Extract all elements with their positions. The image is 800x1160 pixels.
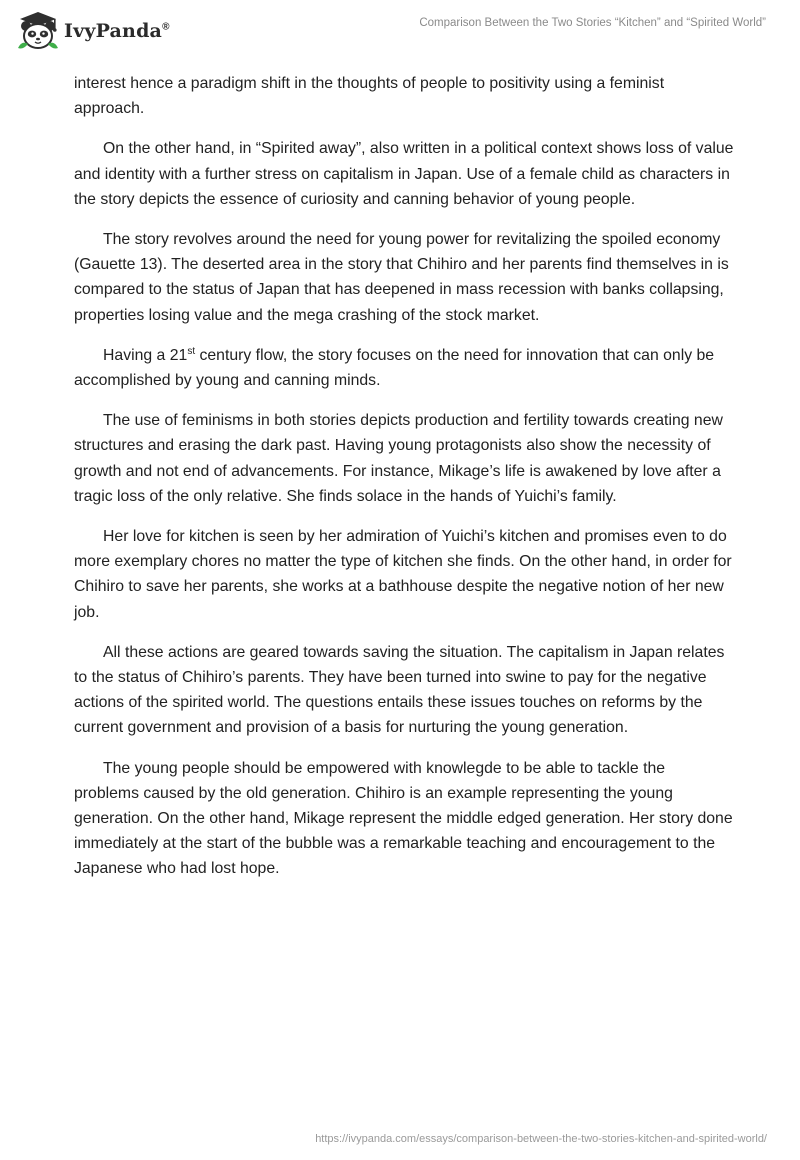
document-title: Comparison Between the Two Stories “Kitchen” and “Spirited World” [419,17,766,29]
ivypanda-logo[interactable] [14,9,194,53]
logo-wordmark: IvyPanda® [64,20,170,42]
page-header [0,0,800,60]
paragraph: The story revolves around the need for young power for revitalizing the spoiled economy (Gauette 13). The deserted area in the story that Chihiro and her parents find themselves in is compared to the status of Japan that has deepened in mass recession with banks collapsing, properties losing value and the mega crashing of the stock market. [74,231,729,324]
paragraph: The use of feminisms in both stories depicts production and fertility towards creating new structures and erasing the dark past. Having young protagonists also show the necessity of growth and not end of advancements. For instance, Mikage’s life is awakened by love after a tragic loss of the only relative. She finds solace in the hands of Yuichi’s family. [74,412,723,505]
paragraph: The young people should be empowered with knowlegde to be able to tackle the problems caused by the old generation. Chihiro is an example representing the young generation. On the other hand, Mikage represent the middle edged generation. Her story done immediately at the start of the bubble was a remarkable teaching and encouragement to the Japanese who had lost hope. [74,759,733,878]
paragraph: On the other hand, in “Spirited away”, also written in a political context shows loss of value and identity with a further stress on capitalism in Japan. Use of a female child as characters in the story depicts the essence of curiosity and canning behavior of young people. [74,140,734,208]
source-url-link[interactable]: https://ivypanda.com/essays/comparison-between-the-two-stories-kitchen-and-spirited-world/ [315,1133,767,1145]
paragraph: All these actions are geared towards saving the situation. The capitalism in Japan relates to the status of Chihiro’s parents. They have been turned into swine to pay for the negative actions of the spirited world. The questions entails these issues touches on reforms by the current government and provision of a basis for nurturing the young generation. [74,643,725,737]
essay-body [74,71,734,897]
paragraph: interest hence a paradigm shift in the thoughts of people to positivity using a feminist approach. [74,75,665,118]
paragraph: Her love for kitchen is seen by her admiration of Yuichi’s kitchen and promises even to do more exemplary chores no matter the type of kitchen she finds. On the other hand, in order for Chihiro to save her parents, she works at a bathhouse despite the negative notion of her new job. [74,528,732,621]
panda-graduate-icon [14,10,62,52]
paragraph: Having a 21st century flow, the story focuses on the need for innovation that can only be accomplished by young and canning minds. [74,345,715,390]
